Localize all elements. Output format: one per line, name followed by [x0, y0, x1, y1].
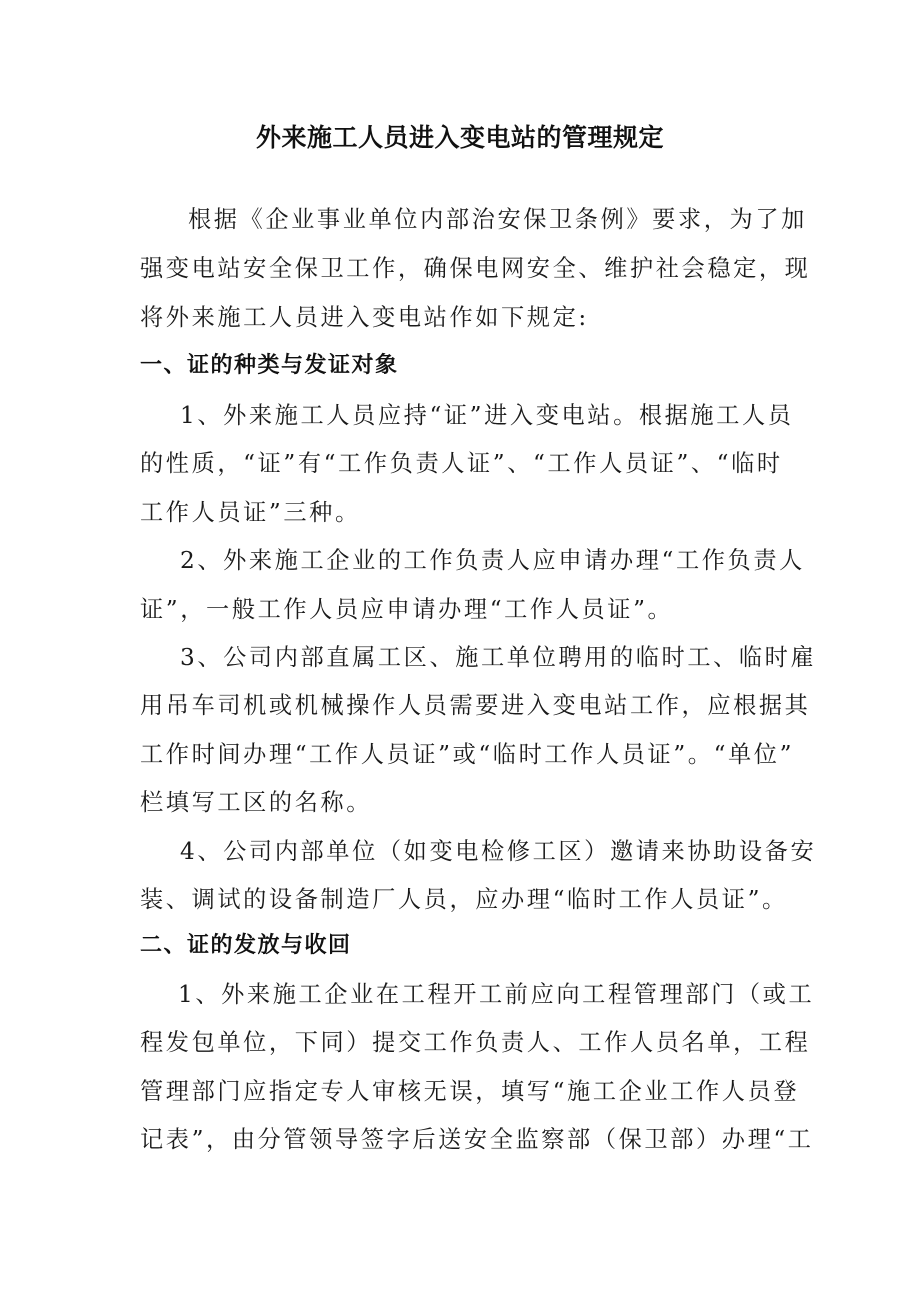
section-1-heading: 一、证的种类与发证对象 — [140, 353, 399, 378]
intro-line-2: 强变电站安全保卫工作，确保电网安全、维护社会稳定，现 — [140, 255, 811, 282]
section-1-item-2-line-2: 证”，一般工作人员应申请办理“工作人员证”。 — [140, 596, 674, 623]
section-1-item-2-line-1: 2、外来施工企业的工作负责人应申请办理“工作负责人 — [180, 547, 805, 574]
intro-line-3: 将外来施工人员进入变电站作如下规定: — [140, 304, 589, 331]
section-1-item-4-line-1: 4、公司内部单位（如变电检修工区）邀请来协助设备安 — [180, 838, 817, 865]
section-1-item-4-line-2: 装、调试的设备制造厂人员，应办理“临时工作人员证”。 — [140, 886, 788, 913]
section-1-item-3-line-4: 栏填写工区的名称。 — [140, 789, 373, 816]
section-2-heading: 二、证的发放与收回 — [140, 933, 352, 958]
section-2-item-1-line-2: 程发包单位，下同）提交工作负责人、工作人员名单，工程 — [140, 1029, 811, 1056]
section-1-item-1-line-3: 工作人员证”三种。 — [140, 499, 361, 526]
section-1-item-1-line-2: 的性质，“证”有“工作负责人证”、“工作人员证”、“临时 — [140, 450, 783, 477]
document-title: 外来施工人员进入变电站的管理规定 — [255, 123, 664, 152]
section-2-item-1-line-1: 1、外来施工企业在工程开工前应向工程管理部门（或工 — [178, 981, 815, 1008]
section-2-item-1-line-3: 管理部门应指定专人审核无误，填写“施工企业工作人员登 — [140, 1078, 800, 1105]
section-1-item-3-line-3: 工作时间办理“工作人员证”或“临时工作人员证”。“单位” — [140, 741, 795, 768]
section-1-item-3-line-1: 3、公司内部直属工区、施工单位聘用的临时工、临时雇 — [180, 644, 817, 671]
intro-line-1: 根据《企业事业单位内部治安保卫条例》要求，为了加 — [188, 206, 807, 233]
section-1-item-1-line-1: 1、外来施工人员应持“证”进入变电站。根据施工人员 — [180, 402, 794, 429]
section-2-item-1-line-4: 记表”，由分管领导签字后送安全监察部（保卫部）办理“工 — [140, 1126, 814, 1153]
section-1-item-3-line-2: 用吊车司机或机械操作人员需要进入变电站工作，应根据其 — [140, 692, 811, 719]
